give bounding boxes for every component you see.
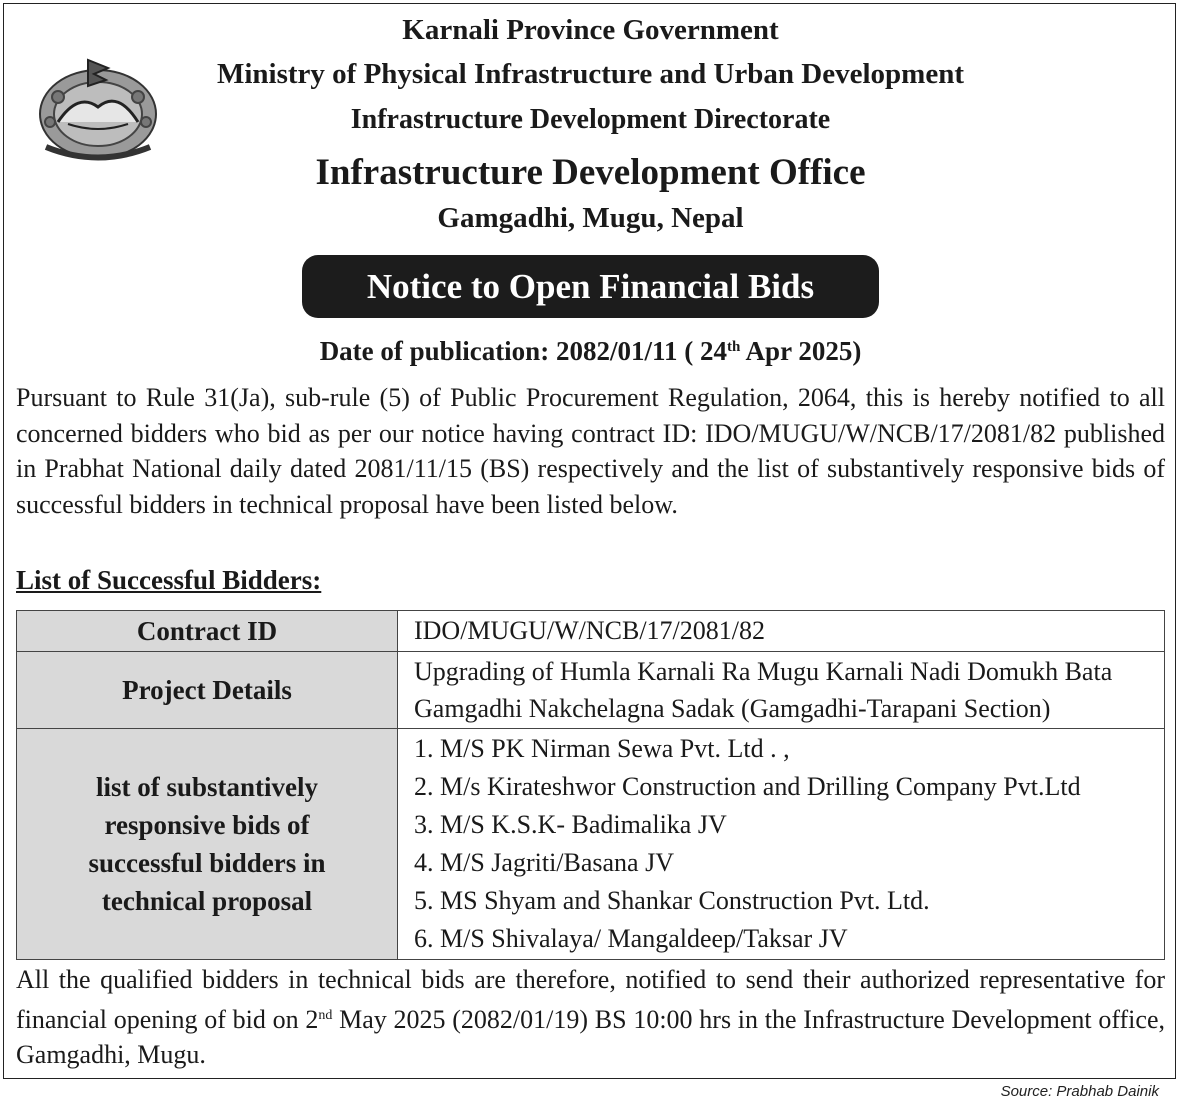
source-credit: Source: Prabhab Dainik — [1000, 1083, 1159, 1100]
table-row — [17, 652, 1165, 729]
header-directorate: Infrastructure Development Directorate — [350, 104, 831, 135]
header-province: Karnali Province Government — [402, 14, 779, 46]
contract-id-value: IDO/MUGU/W/NCB/17/2081/82 — [398, 611, 1165, 652]
list-item: 6. M/S Shivalaya/ Mangaldeep/Taksar JV — [414, 924, 848, 953]
bidders-label: list of substantively responsive bids of successful bidders in technical proposal — [17, 729, 398, 960]
header-location: Gamgadhi, Mugu, Nepal — [437, 202, 744, 234]
list-item: 5. MS Shyam and Shankar Construction Pvt. Ltd. — [414, 886, 930, 915]
bidders-table — [16, 610, 1165, 960]
project-details-label: Project Details — [17, 652, 398, 729]
publication-date: Date of publication: 2082/01/11 ( 24th Apr 2025) — [319, 336, 862, 366]
table-row — [17, 611, 1165, 652]
list-item: 4. M/S Jagriti/Basana JV — [414, 848, 674, 877]
list-item: 3. M/S K.S.K- Badimalika JV — [414, 810, 727, 839]
bidders-list — [398, 729, 1165, 960]
contract-id-label: Contract ID — [17, 611, 398, 652]
closing-paragraph: All the qualified bidders in technical bids are therefore, notified to send their authorized representative for financial opening of bid on 2nd May 2025 (2082/01/19) BS 10:00 hrs in the Infrastructure Development office, Gamgadhi, Mugu. — [16, 965, 1165, 1069]
intro-paragraph: Pursuant to Rule 31(Ja), sub-rule (5) of Public Procurement Regulation, 2064, this is hereby notified to all concerned bidders who bid as per our notice having contract ID: IDO/MUGU/W/NCB/17/2081/82 published in Prabhat National daily dated 2081/11/15 (BS) respectively and the list of substantively responsive bids of successful bidders in technical proposal have been listed below. — [16, 383, 1165, 519]
notice-title: Notice to Open Financial Bids — [302, 255, 879, 318]
list-item: 1. M/S PK Nirman Sewa Pvt. Ltd . , — [414, 734, 790, 763]
table-row — [17, 729, 1165, 960]
project-details-value: Upgrading of Humla Karnali Ra Mugu Karnali Nadi Domukh Bata Gamgadhi Nakchelagna Sadak (Gamgadhi-Tarapani Section) — [398, 652, 1165, 729]
header-ministry: Ministry of Physical Infrastructure and Urban Development — [217, 58, 964, 90]
list-heading: List of Successful Bidders: — [16, 565, 322, 595]
header-office: Infrastructure Development Office — [315, 152, 866, 193]
list-item: 2. M/s Kirateshwor Construction and Drilling Company Pvt.Ltd — [414, 772, 1081, 801]
